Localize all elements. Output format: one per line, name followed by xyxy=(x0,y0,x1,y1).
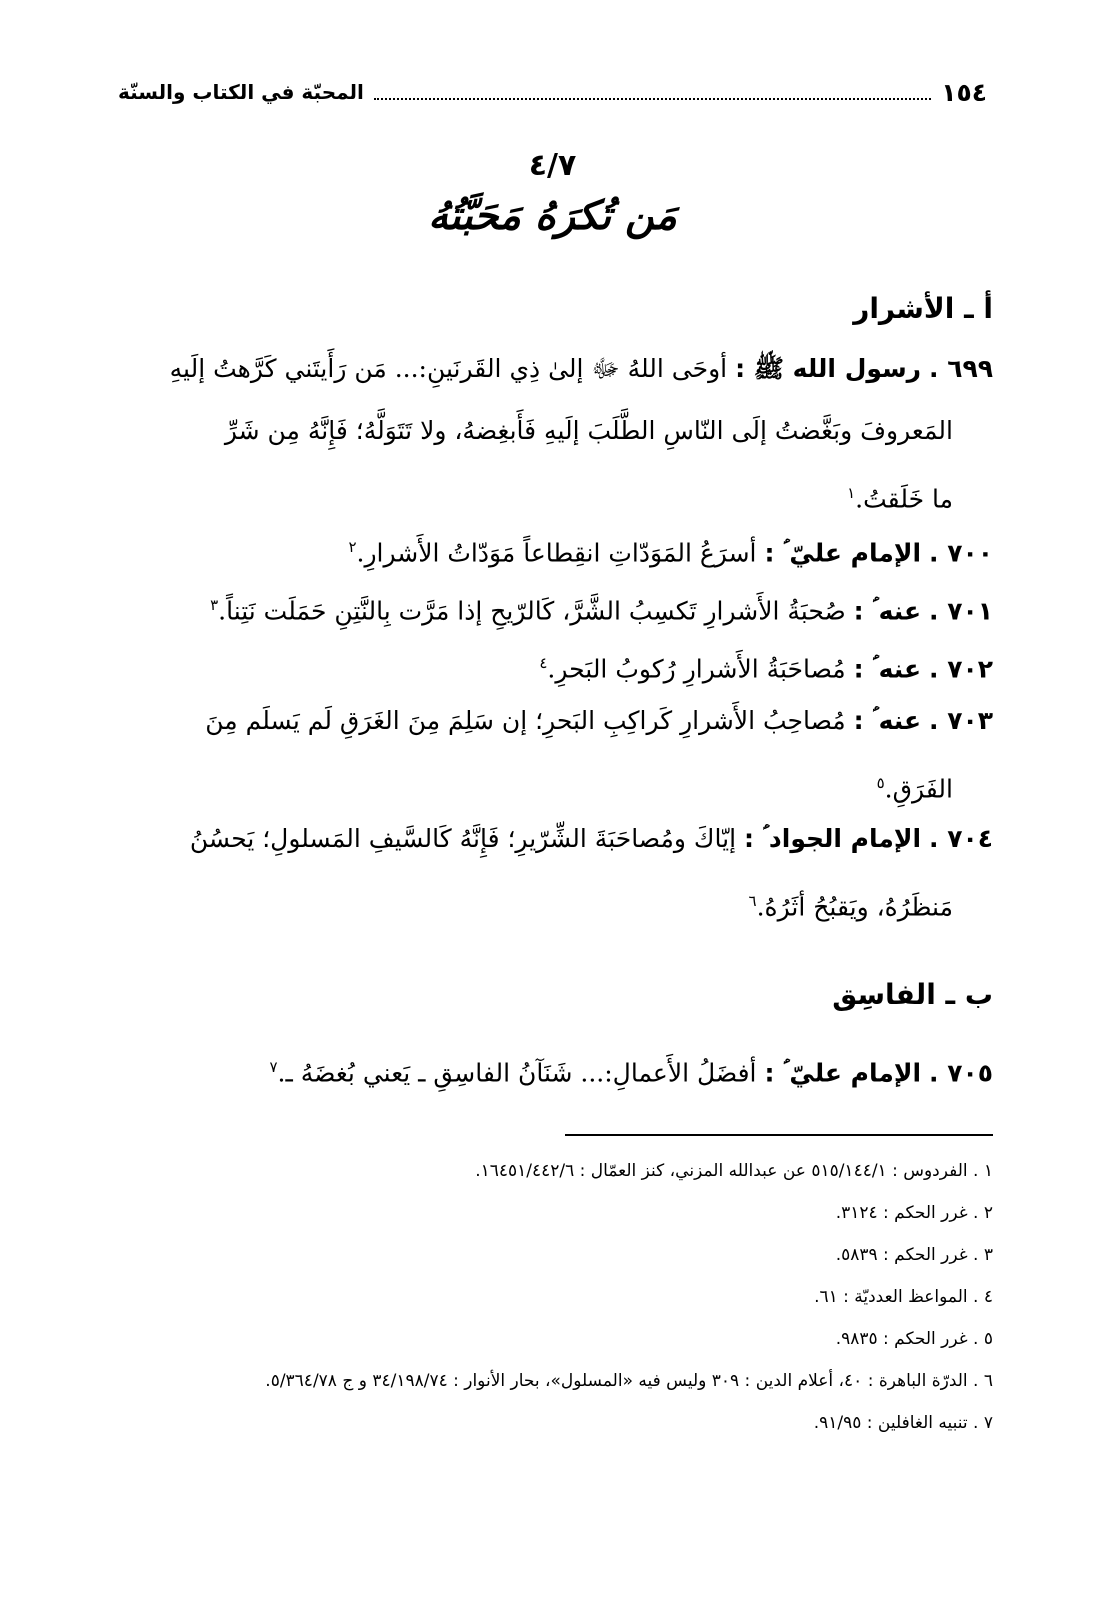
page-number: ١٥٤ xyxy=(941,77,987,107)
entry-number: ٧٠١ . xyxy=(929,596,993,626)
hadith-text: أفضَلُ الأَعمالِ:... شَنَآنُ الفاسِقِ ـ يَعني بُغضَهُ ـ. xyxy=(277,1058,757,1088)
narrator: الإمام عليّ ؑ : xyxy=(764,1058,922,1088)
hadith-entry-703 xyxy=(118,690,993,820)
narrator: الإمام الجواد ؑ : xyxy=(743,824,922,853)
footnote-6: ٦ . الدرّة الباهرة : ٤٠، أعلام الدين : ٣٠٩ وليس فيه «المسلول»، بحار الأنوار : ٣٤/١٩٨/٧٤ و ج ٥/٣٦٤/٧٨. xyxy=(265,1371,993,1391)
footnote-2: ٢ . غرر الحكم : ٣١٢٤. xyxy=(835,1203,993,1223)
entry-number: ٦٩٩ . xyxy=(929,354,993,383)
chapter-title: مَن تُكرَهُ مَحَبَّتُهُ xyxy=(428,192,677,239)
section-heading-b: ب ـ الفاسِق xyxy=(832,978,993,1011)
header-dotted-leader xyxy=(374,84,931,100)
hadith-text: مُصاحِبُ الأَشرارِ كَراكِبِ البَحرِ؛ إن سَلِمَ مِنَ الغَرَقِ لَم يَسلَم مِنَ xyxy=(205,706,846,735)
book-title: المحبّة في الكتاب والسنّة xyxy=(118,80,364,104)
hadith-entry-704 xyxy=(118,808,993,938)
hadith-entry-705 xyxy=(118,1036,993,1104)
footnote-5: ٥ . غرر الحكم : ٩٨٣٥. xyxy=(835,1329,993,1349)
section-heading-a: أ ـ الأشرار xyxy=(853,292,993,325)
narrator: رسول الله ﷺ : xyxy=(735,354,922,383)
footnote-ref: ١ xyxy=(847,484,856,502)
footnote-7: ٧ . تنبيه الغافلين : ٩١/٩٥. xyxy=(813,1413,993,1433)
narrator: الإمام عليّ ؑ : xyxy=(764,538,922,568)
narrator: عنه ؑ : xyxy=(853,596,922,626)
narrator: عنه ؑ : xyxy=(853,654,922,684)
hadith-text-cont: مَنظَرُهُ، ويَقبُحُ أثَرُهُ. xyxy=(756,892,953,922)
hadith-text: مُصاحَبَةُ الأَشرارِ رُكوبُ البَحرِ. xyxy=(547,654,846,684)
running-header xyxy=(118,72,987,112)
hadith-text: أوحَى اللهُ ﷻ إلىٰ ذِي القَرنَينِ:... مَن رَأَيتَني كَرَّهتُ إلَيهِ xyxy=(169,354,728,383)
footnote-ref: ٢ xyxy=(348,538,357,556)
entry-number: ٧٠٥ . xyxy=(929,1058,993,1088)
footnote-1: ١ . الفردوس : ٥١٥/١٤٤/١ عن عبدالله المزني، كنز العمّال : ١٦٤٥١/٤٤٢/٦. xyxy=(475,1161,993,1181)
hadith-text: صُحبَةُ الأَشرارِ تَكسِبُ الشَّرَّ، كَالرّيحِ إذا مَرَّت بِالنَّتِنِ حَمَلَت نَتِناً. xyxy=(218,596,846,626)
entry-number: ٧٠٢ . xyxy=(929,654,993,684)
footnote-separator xyxy=(565,1134,993,1136)
footnote-3: ٣ . غرر الحكم : ٥٨٣٩. xyxy=(835,1245,993,1265)
hadith-text: أسرَعُ المَوَدّاتِ انقِطاعاً مَوَدّاتُ الأَشرارِ. xyxy=(356,538,757,568)
footnote-4: ٤ . المواعظ العدديّة : ٦١. xyxy=(814,1287,993,1307)
footnote-ref: ٤ xyxy=(539,654,548,672)
chapter-number: ٤/٧ xyxy=(528,148,577,183)
footnote-ref: ٧ xyxy=(269,1058,278,1076)
footnote-ref: ٣ xyxy=(210,596,219,614)
footnotes xyxy=(118,1150,993,1444)
hadith-text-cont: المَعروفَ وبَغَّضتُ إلَى النّاسِ الطَّلَبَ إلَيهِ فَأَبغِضهُ، ولا تَتَوَلَّهُ؛ فَإِنَّهُ مِن شَرِّ xyxy=(224,416,953,445)
footnote-ref: ٦ xyxy=(748,892,757,910)
entry-number: ٧٠٣ . xyxy=(929,706,993,735)
hadith-text: إيّاكَ ومُصاحَبَةَ الشِّرّيرِ؛ فَإِنَّهُ كَالسَّيفِ المَسلولِ؛ يَحسُنُ xyxy=(189,824,737,853)
entry-number: ٧٠٤ . xyxy=(929,824,993,853)
hadith-text-cont: الفَرَقِ. xyxy=(884,774,953,804)
narrator: عنه ؑ : xyxy=(853,706,922,735)
entry-number: ٧٠٠ . xyxy=(929,538,993,568)
footnote-ref: ٥ xyxy=(876,774,885,792)
hadith-entry-699 xyxy=(118,338,993,530)
hadith-text-cont: ما خَلَقتُ. xyxy=(855,484,953,514)
